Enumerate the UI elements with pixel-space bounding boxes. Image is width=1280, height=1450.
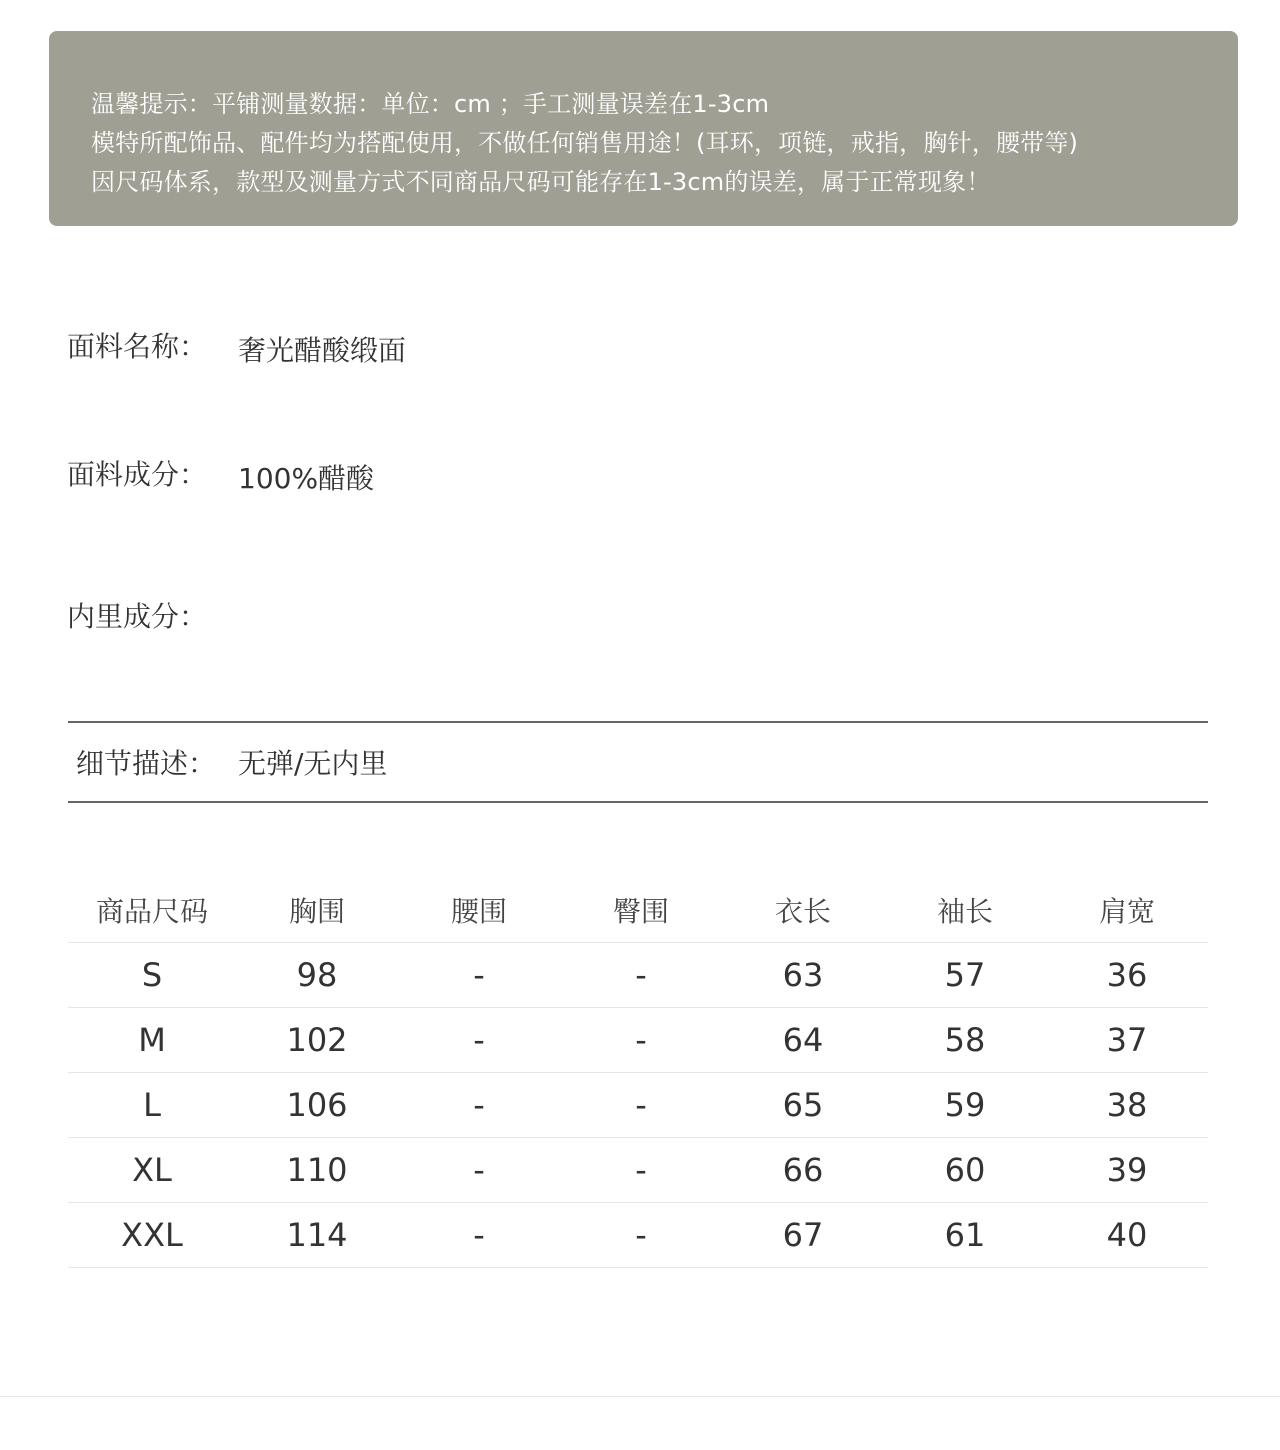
cell-hip: -	[560, 1138, 722, 1203]
header-hip: 臀围	[560, 878, 722, 943]
detail-value: 无弹/无内里	[238, 747, 388, 780]
cell-chest: 98	[236, 943, 398, 1008]
cell-sleeve: 57	[884, 943, 1046, 1008]
cell-size: S	[68, 943, 236, 1008]
cell-waist: -	[398, 1008, 560, 1073]
cell-waist: -	[398, 1138, 560, 1203]
size-table-header-row	[68, 878, 1208, 943]
notice-line-accessories: 模特所配饰品、配件均为搭配使用，不做任何销售用途！(耳环，项链，戒指，胸针，腰带等)	[91, 129, 1079, 157]
cell-hip: -	[560, 1073, 722, 1138]
cell-waist: -	[398, 1073, 560, 1138]
cell-size: L	[68, 1073, 236, 1138]
cell-size: XXL	[68, 1203, 236, 1268]
cell-shoulder: 39	[1046, 1138, 1208, 1203]
detail-label: 细节描述：	[76, 747, 217, 780]
cell-sleeve: 58	[884, 1008, 1046, 1073]
detail-top-divider	[68, 721, 1208, 723]
cell-size: M	[68, 1008, 236, 1073]
fabric-composition-value: 100%醋酸	[238, 462, 375, 495]
detail-bottom-divider	[68, 801, 1208, 803]
cell-waist: -	[398, 943, 560, 1008]
header-chest: 胸围	[236, 878, 398, 943]
fabric-name-value: 奢光醋酸缎面	[238, 334, 407, 367]
header-size: 商品尺码	[68, 878, 236, 943]
notice-box	[49, 31, 1238, 226]
cell-chest: 102	[236, 1008, 398, 1073]
cell-length: 64	[722, 1008, 884, 1073]
notice-line-tolerance: 因尺码体系，款型及测量方式不同商品尺码可能存在1-3cm的误差，属于正常现象！	[91, 168, 991, 196]
table-row	[68, 1008, 1208, 1073]
cell-hip: -	[560, 943, 722, 1008]
cell-sleeve: 60	[884, 1138, 1046, 1203]
page-bottom-divider	[0, 1396, 1280, 1397]
cell-sleeve: 61	[884, 1203, 1046, 1268]
cell-length: 63	[722, 943, 884, 1008]
lining-composition-label: 内里成分：	[67, 600, 208, 633]
header-shoulder: 肩宽	[1046, 878, 1208, 943]
header-length: 衣长	[722, 878, 884, 943]
cell-sleeve: 59	[884, 1073, 1046, 1138]
header-waist: 腰围	[398, 878, 560, 943]
cell-shoulder: 36	[1046, 943, 1208, 1008]
fabric-name-label: 面料名称：	[67, 330, 208, 363]
cell-waist: -	[398, 1203, 560, 1268]
cell-length: 67	[722, 1203, 884, 1268]
cell-length: 66	[722, 1138, 884, 1203]
cell-shoulder: 40	[1046, 1203, 1208, 1268]
fabric-composition-label: 面料成分：	[67, 458, 208, 491]
cell-shoulder: 37	[1046, 1008, 1208, 1073]
size-table	[68, 878, 1208, 1268]
cell-length: 65	[722, 1073, 884, 1138]
table-row	[68, 943, 1208, 1008]
table-row	[68, 1138, 1208, 1203]
table-row	[68, 1203, 1208, 1268]
header-sleeve: 袖长	[884, 878, 1046, 943]
cell-chest: 106	[236, 1073, 398, 1138]
cell-chest: 114	[236, 1203, 398, 1268]
cell-chest: 110	[236, 1138, 398, 1203]
cell-size: XL	[68, 1138, 236, 1203]
cell-hip: -	[560, 1203, 722, 1268]
table-row	[68, 1073, 1208, 1138]
cell-hip: -	[560, 1008, 722, 1073]
cell-shoulder: 38	[1046, 1073, 1208, 1138]
notice-line-measurement: 温馨提示：平铺测量数据：单位：cm ；手工测量误差在1-3cm	[91, 90, 770, 118]
